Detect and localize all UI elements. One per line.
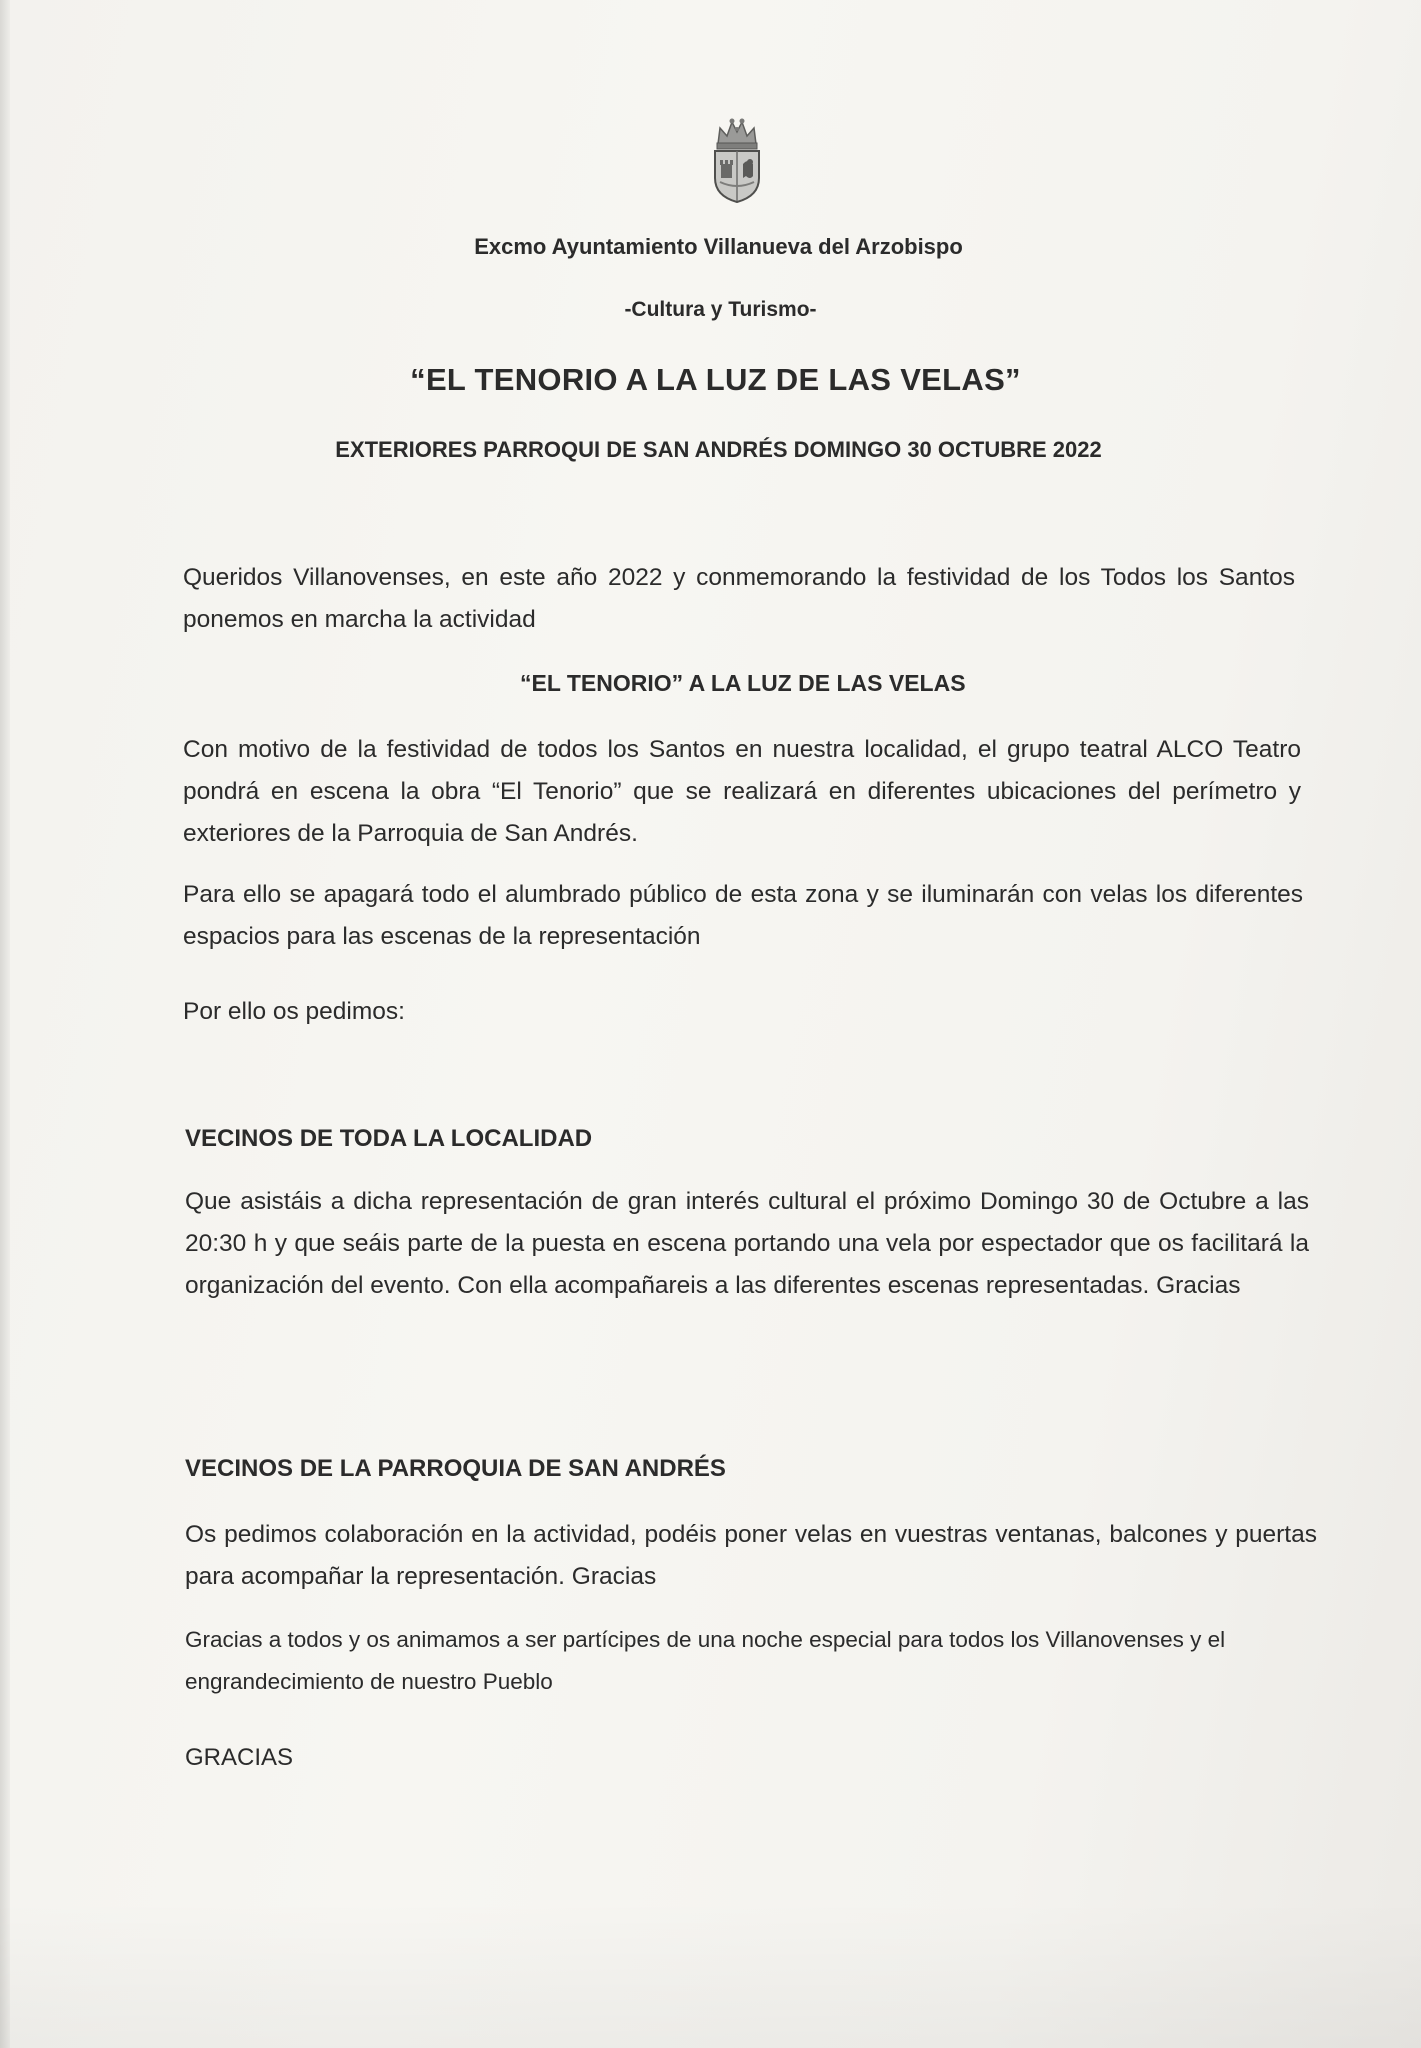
motive-paragraph: Con motivo de la festividad de todos los Santos en nuestra localidad, el grupo teatral ALCO Teatro pondrá en escena la obra “El Tenorio” que se realizará en diferentes ubicaciones del perímetro y exteriores de la Parroquia de San Andrés. bbox=[183, 736, 1301, 847]
document-title: “EL TENORIO A LA LUZ DE LAS VELAS” bbox=[410, 362, 1021, 397]
parish-residents-paragraph: Os pedimos colaboración en la actividad, podéis poner velas en vuestras ventanas, balcones y puertas para acompañar la representación. Gracias bbox=[185, 1521, 1317, 1590]
section-heading-parish-residents: VECINOS DE LA PARROQUIA DE SAN ANDRÉS bbox=[185, 1455, 726, 1482]
closing-thanks-paragraph: Gracias a todos y os animamos a ser partícipes de una noche especial para todos los Villanovenses y el engrandecimiento de nuestro Pueblo bbox=[185, 1627, 1226, 1694]
section-heading-all-residents: VECINOS DE TODA LA LOCALIDAD bbox=[185, 1125, 593, 1152]
venue-date-line: EXTERIORES PARROQUI DE SAN ANDRÉS DOMINGO 30 OCTUBRE 2022 bbox=[335, 437, 1102, 462]
intro-paragraph: Queridos Villanovenses, en este año 2022 y conmemorando la festividad de los Todos los Santos ponemos en marcha la actividad bbox=[183, 564, 1295, 633]
lighting-paragraph: Para ello se apagará todo el alumbrado público de esta zona y se iluminarán con velas los diferentes espacios para las escenas de la representación bbox=[183, 881, 1303, 950]
activity-title: “EL TENORIO” A LA LUZ DE LAS VELAS bbox=[520, 670, 966, 696]
organization-name: Excmo Ayuntamiento Villanueva del Arzobispo bbox=[474, 234, 963, 259]
all-residents-paragraph: Que asistáis a dicha representación de gran interés cultural el próximo Domingo 30 de Octubre a las 20:30 h y que seáis parte de la puesta en escena portando una vela por espectador que os facilitará la organización del evento. Con ella acompañareis a las diferentes escenas representadas. Gracias bbox=[185, 1188, 1309, 1299]
coat-of-arms-icon bbox=[710, 116, 764, 204]
page-bottom-shade bbox=[0, 1900, 1421, 2048]
closing-final: GRACIAS bbox=[185, 1744, 294, 1771]
department-name: -Cultura y Turismo- bbox=[624, 298, 817, 321]
request-intro: Por ello os pedimos: bbox=[183, 998, 405, 1025]
